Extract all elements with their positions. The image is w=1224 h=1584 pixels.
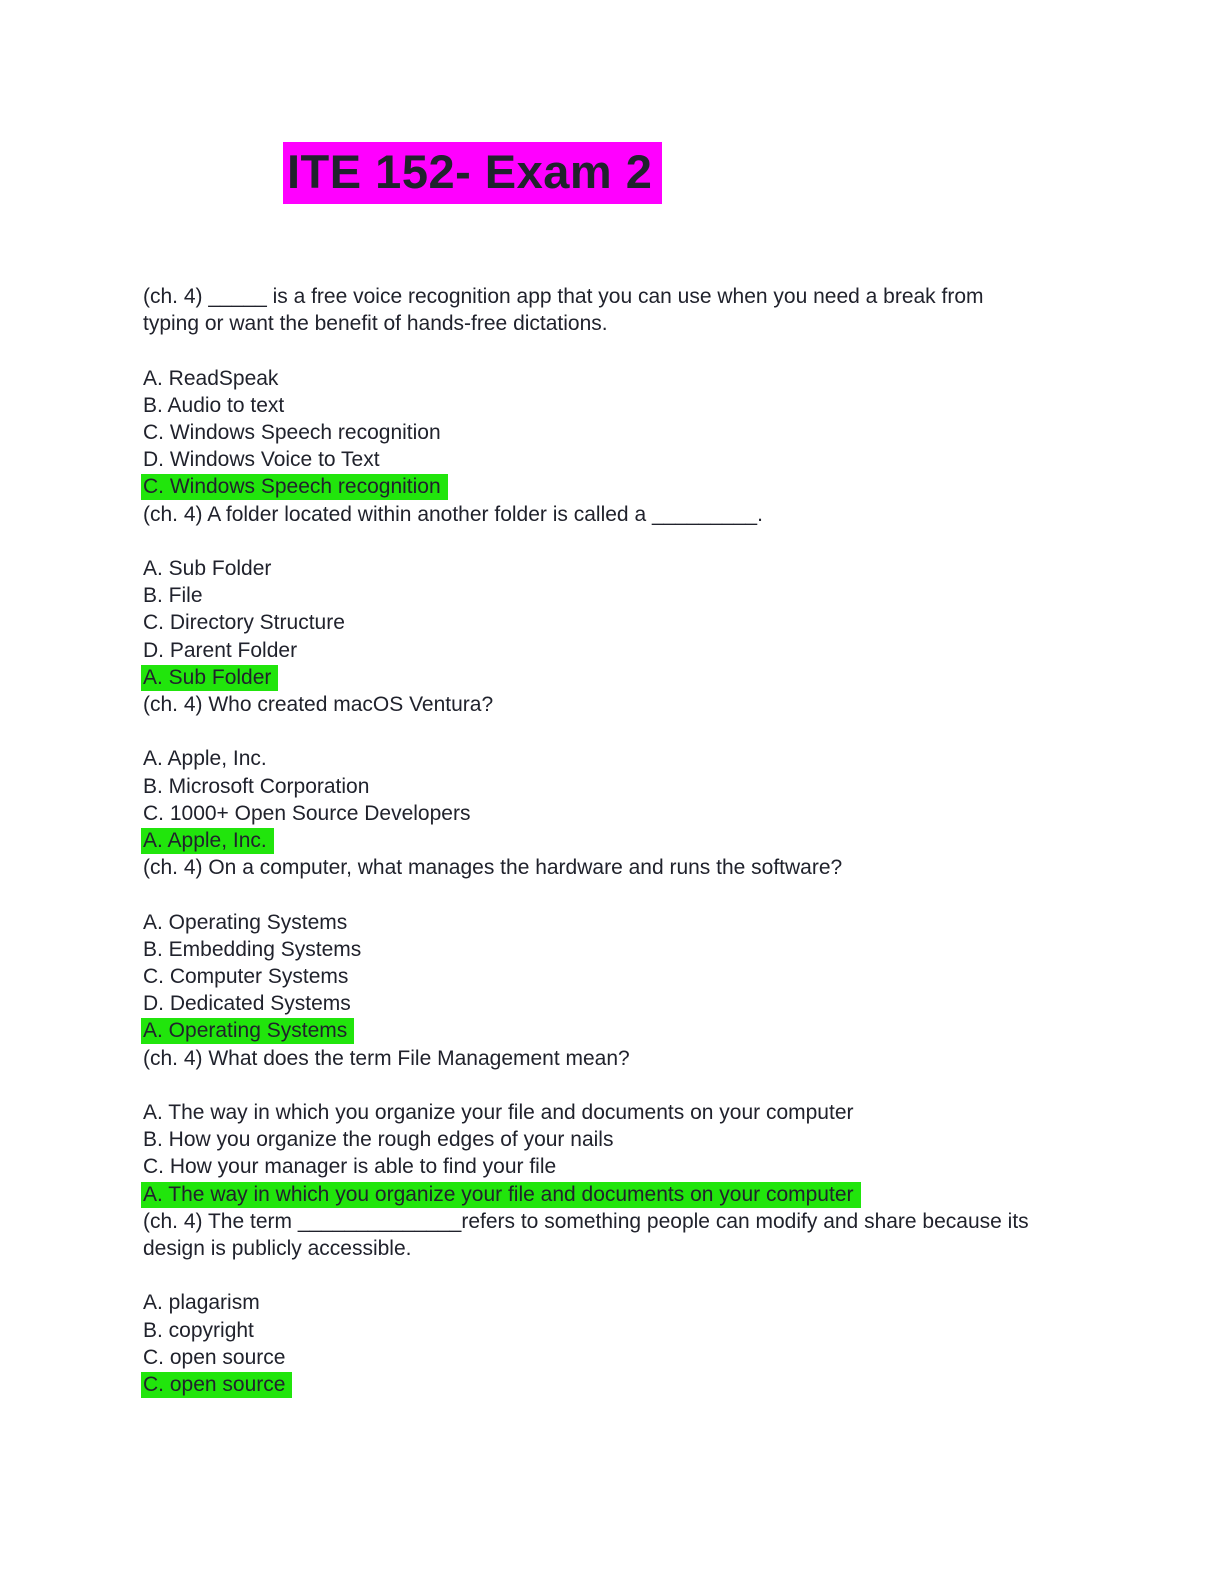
answer-line <box>143 1371 1043 1398</box>
answer-highlight: C. open source <box>141 1372 292 1398</box>
option: C. 1000+ Open Source Developers <box>143 801 471 825</box>
option: C. open source <box>143 1345 286 1369</box>
question-text: (ch. 4) On a computer, what manages the hardware and runs the software? <box>143 856 843 880</box>
answer-highlight: A. The way in which you organize your file and documents on your computer <box>141 1182 861 1208</box>
title-row <box>283 142 1043 202</box>
option: A. Apple, Inc. <box>143 747 267 771</box>
option: C. Windows Speech recognition <box>143 421 441 444</box>
answer-highlight: A. Apple, Inc. <box>141 828 274 854</box>
question-block <box>143 1045 1043 1208</box>
option: C. How your manager is able to find your file <box>143 1155 557 1179</box>
option: B. How you organize the rough edges of your nails <box>143 1128 614 1152</box>
answer-line <box>143 473 1043 500</box>
question-block <box>143 1208 1043 1398</box>
page-title: ITE 152- Exam 2 <box>283 142 662 204</box>
option: B. Microsoft Corporation <box>143 774 370 798</box>
question-text: (ch. 4) The term ______________refers to something people can modify and share because its design is publicly accessible. <box>143 1209 1029 1261</box>
option: A. ReadSpeak <box>143 366 279 390</box>
answer-line <box>143 1017 1043 1044</box>
option: A. The way in which you organize your file and documents on your computer <box>143 1101 854 1125</box>
question-text: (ch. 4) _____ is a free voice recognition app that you can use when you need a break from typing or want the benefit of hands-free dictations. <box>143 285 984 336</box>
option: D. Windows Voice to Text <box>143 448 380 472</box>
option: C. Computer Systems <box>143 965 349 989</box>
answer-line <box>143 664 1043 691</box>
option: B. Audio to text <box>143 393 285 417</box>
answer-line <box>143 827 1043 854</box>
question-text: (ch. 4) What does the term File Management mean? <box>143 1046 630 1070</box>
option: B. File <box>143 584 203 608</box>
option: D. Parent Folder <box>143 638 298 662</box>
question-block <box>143 283 1043 501</box>
answer-highlight: A. Operating Systems <box>141 1018 354 1044</box>
answer-highlight: A. Sub Folder <box>141 665 278 691</box>
option: A. Operating Systems <box>143 910 348 934</box>
question-text: (ch. 4) Who created macOS Ventura? <box>143 693 494 717</box>
question-block <box>143 854 1043 1044</box>
option: C. Directory Structure <box>143 611 345 635</box>
answer-highlight: C. Windows Speech recognition <box>141 474 448 500</box>
option: A. Sub Folder <box>143 557 272 580</box>
option: B. Embedding Systems <box>143 937 362 961</box>
option: B. copyright <box>143 1318 254 1342</box>
document-page <box>143 0 1043 1398</box>
question-text: (ch. 4) A folder located within another folder is called a _________. <box>143 502 763 526</box>
option: D. Dedicated Systems <box>143 992 351 1016</box>
answer-line <box>143 1181 1043 1208</box>
option: A. plagarism <box>143 1291 260 1315</box>
question-block <box>143 501 1043 691</box>
question-block <box>143 691 1043 854</box>
